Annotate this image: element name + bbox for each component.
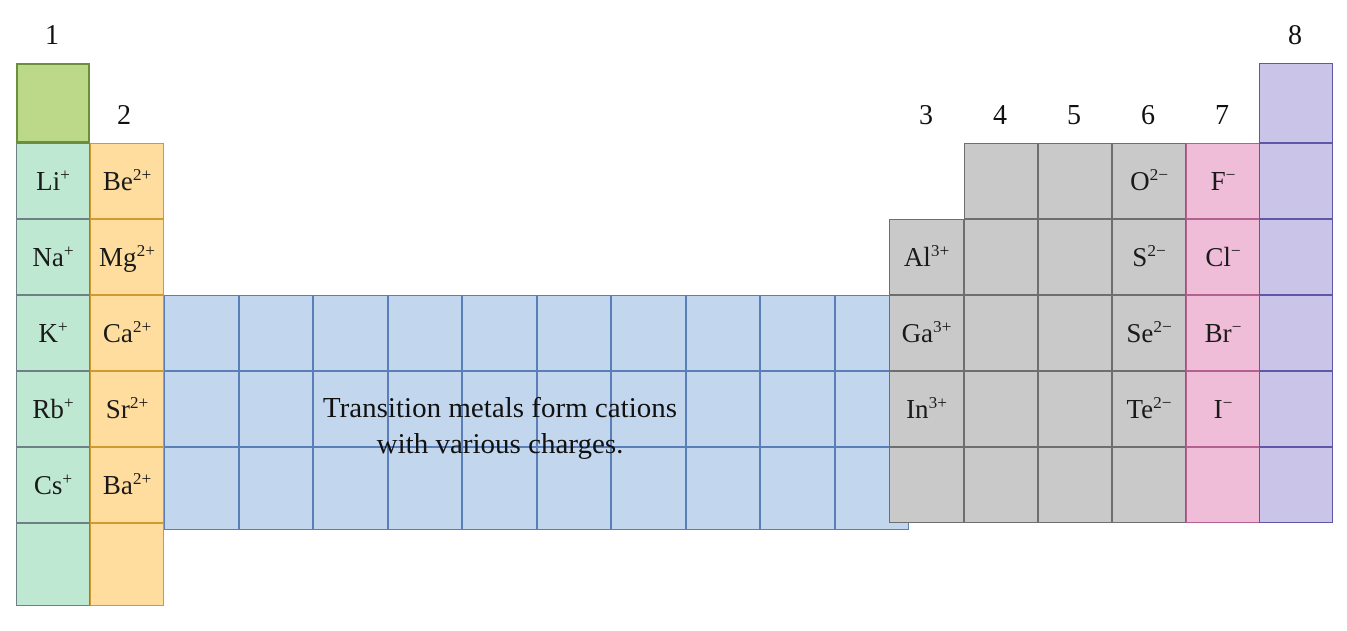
ion-symbol: Rb+ (32, 392, 74, 424)
cell-transition (239, 295, 314, 371)
cell-cs (16, 447, 90, 523)
ion-symbol: Cl− (1205, 240, 1241, 272)
cell-po (1112, 447, 1186, 523)
cell-rb (16, 371, 90, 447)
ion-charge: − (1222, 392, 1233, 412)
cell-c (964, 143, 1038, 219)
cell-transition (537, 295, 612, 371)
cell-at (1186, 447, 1260, 523)
ion-symbol: I− (1213, 392, 1233, 424)
cell-he (1259, 63, 1333, 143)
cell-transition (462, 295, 537, 371)
ion-charge: 2− (1147, 240, 1166, 260)
ion-symbol: F− (1210, 164, 1236, 196)
ion-charge: 2− (1149, 164, 1168, 184)
ion-symbol: $Sr^{2+}$ (105, 392, 149, 424)
cell-s (1112, 219, 1186, 295)
cell-al (889, 219, 964, 295)
cell-k (16, 295, 90, 371)
ion-symbol: $Be^{2+}$ (102, 164, 152, 196)
cell-kr (1259, 295, 1333, 371)
cell-transition (164, 371, 239, 447)
transition-note-line-2: with various charges. (376, 428, 624, 461)
cell-transition (611, 371, 686, 447)
ion-symbol: Cs+ (33, 468, 73, 500)
ion-charge: 2+ (132, 164, 152, 184)
cell-transition (686, 371, 761, 447)
cell-tl (889, 447, 964, 523)
ion-charge: 2+ (132, 316, 152, 336)
cell-f (1186, 143, 1260, 219)
ion-symbol: $Ba^{2+}$ (102, 468, 152, 500)
cell-si (964, 219, 1038, 295)
cell-te (1112, 371, 1186, 447)
cell-transition (611, 447, 686, 530)
ion-charge: − (1225, 164, 1236, 184)
cell-p (1038, 219, 1112, 295)
ion-symbol: Br− (1204, 316, 1242, 348)
cell-cl (1186, 219, 1260, 295)
ion-charge: 2+ (132, 468, 152, 488)
cell-rn (1259, 447, 1333, 523)
cell-ca (90, 295, 164, 371)
group-6-label: 6 (1141, 100, 1155, 131)
ion-charge: 2− (1153, 316, 1172, 336)
ion-charge: − (1230, 240, 1241, 260)
group-8-label: 8 (1288, 20, 1302, 51)
group-7-label: 7 (1215, 100, 1229, 131)
cell-transition (313, 447, 388, 530)
cell-transition (462, 371, 537, 447)
cell-transition (760, 447, 835, 530)
ion-symbol: K+ (38, 316, 68, 348)
ion-charge: + (63, 240, 74, 260)
ion-symbol: Na+ (32, 240, 74, 272)
cell-transition (388, 295, 463, 371)
ion-symbol: $Se^{2-}$ (1126, 316, 1172, 348)
cell-transition (686, 447, 761, 530)
ion-charge: 2+ (129, 392, 149, 412)
ion-charge: 2+ (136, 240, 155, 260)
cell-transition (388, 371, 463, 447)
cell-xe (1259, 371, 1333, 447)
cell-transition (313, 295, 388, 371)
ion-symbol: Li+ (36, 164, 70, 196)
ion-symbol: $Te^{2-}$ (1126, 392, 1172, 424)
cell-pb (964, 447, 1038, 523)
ion-symbol: $In^{3+}$ (906, 392, 947, 424)
ion-charge: − (1231, 316, 1242, 336)
ion-symbol: $O^{2-}$ (1130, 164, 1168, 196)
ion-charge: 3+ (928, 392, 947, 412)
cell-ar (1259, 219, 1333, 295)
cell-transition (239, 371, 314, 447)
ion-charge: + (57, 316, 68, 336)
group-2-label: 2 (117, 100, 131, 131)
cell-ga (889, 295, 964, 371)
cell-n (1038, 143, 1112, 219)
cell-transition (537, 447, 612, 530)
cell-mg (90, 219, 164, 295)
ion-charge: + (62, 468, 73, 488)
cell-transition (686, 295, 761, 371)
ion-symbol: $Al^{3+}$ (903, 240, 950, 272)
cell-transition (164, 447, 239, 530)
cell-transition (537, 371, 612, 447)
cell-transition (239, 447, 314, 530)
cell-transition (164, 295, 239, 371)
transition-note-line-1: Transition metals form cations (322, 392, 678, 424)
cell-be (90, 143, 164, 219)
cell-transition (388, 447, 463, 530)
group-3-label: 3 (919, 100, 933, 131)
cell-transition (462, 447, 537, 530)
cell-o (1112, 143, 1186, 219)
cell-se (1112, 295, 1186, 371)
cell-transition (760, 371, 835, 447)
cell-bi (1038, 447, 1112, 523)
ion-charge: + (63, 392, 74, 412)
ion-symbol: $S^{2-}$ (1132, 240, 1166, 272)
cell-li (16, 143, 90, 219)
ion-charge: + (60, 164, 70, 184)
cell-transition (760, 295, 835, 371)
cell-sn (964, 371, 1038, 447)
ion-charge: 3+ (933, 316, 952, 336)
group-4-label: 4 (993, 100, 1007, 131)
cell-sr (90, 371, 164, 447)
cell-transition (313, 371, 388, 447)
ion-symbol: $Mg^{2+}$ (99, 240, 155, 272)
cell-i (1186, 371, 1260, 447)
cell-ne (1259, 143, 1333, 219)
cell-fr (16, 523, 90, 606)
cell-in (889, 371, 964, 447)
group-5-label: 5 (1067, 100, 1081, 131)
cell-ra (90, 523, 164, 606)
cell-ba (90, 447, 164, 523)
group-1-label: 1 (45, 20, 59, 51)
cell-sb (1038, 371, 1112, 447)
cell-h (16, 63, 90, 143)
ion-charge: 2− (1153, 392, 1172, 412)
cell-ge (964, 295, 1038, 371)
cell-transition (611, 295, 686, 371)
ion-charge: 3+ (930, 240, 950, 260)
cell-br (1186, 295, 1260, 371)
ion-symbol: $Ca^{2+}$ (102, 316, 152, 348)
ion-symbol: $Ga^{3+}$ (901, 316, 952, 348)
cell-na (16, 219, 90, 295)
cell-as (1038, 295, 1112, 371)
